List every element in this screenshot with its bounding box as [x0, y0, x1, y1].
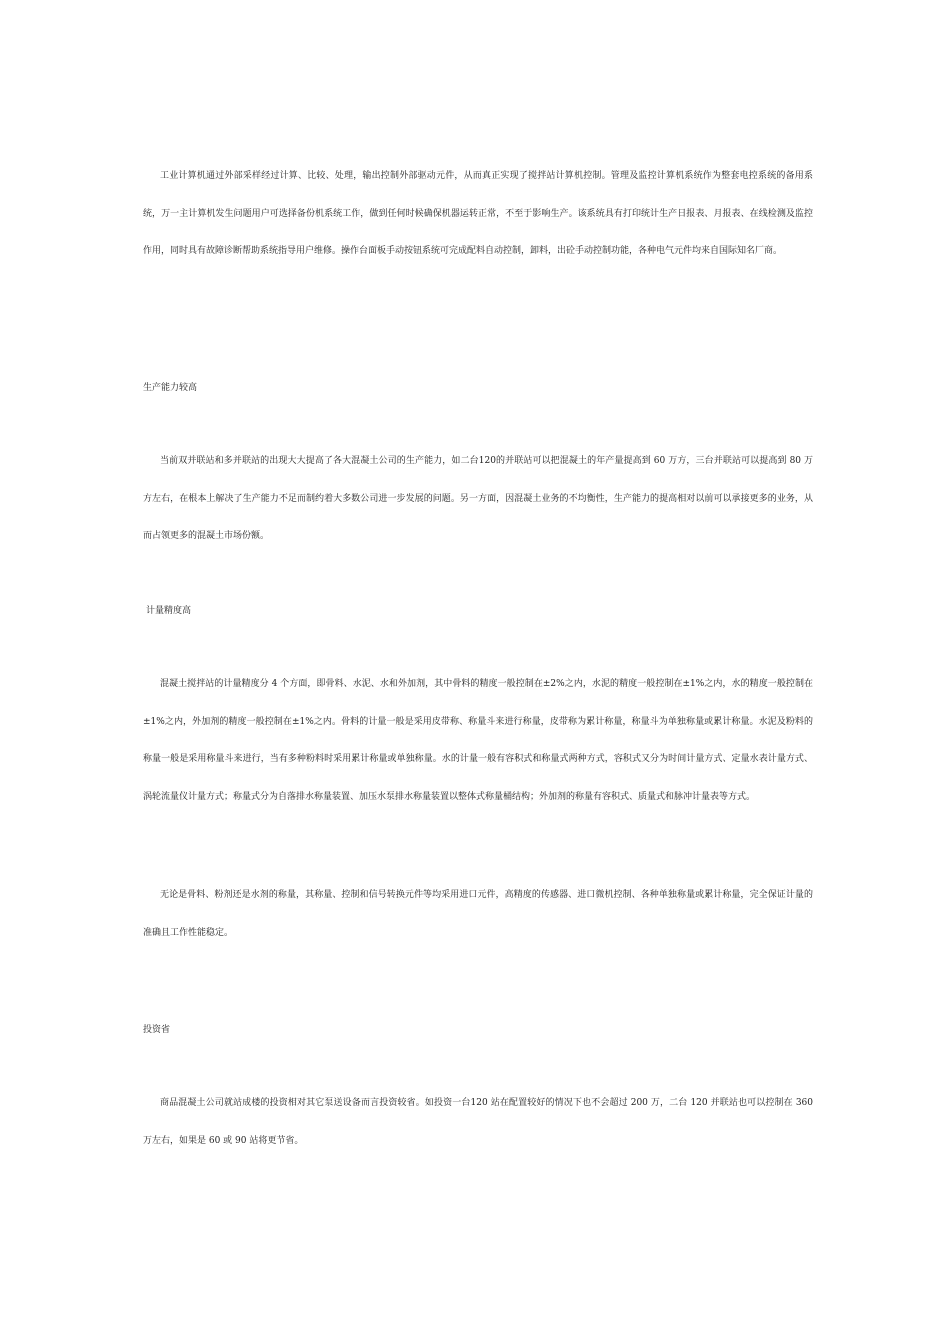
- paragraph-control-system: 工业计算机通过外部采样经过计算、比较、处理，输出控制外部驱动元件，从而真正实现了搅拌站计算机控制。管理及监控计算机系统作为整套电控系统的备用系统，万一主计算机发生问题用户可选择备份机系统工作，做到任何时候确保机器运转正常，不至于影响生产。该系统具有打印统计生产日报表、月报表、在线检测及监控作用，同时具有故障诊断帮助系统指导用户维修。操作台面板手动按钮系统可完成配料自动控制，卸料，出砼手动控制功能，各种电气元件均来自国际知名厂商。: [143, 171, 813, 256]
- paragraph-production-capacity: 当前双并联站和多并联站的出现大大提高了各大混凝土公司的生产能力，如二台120的并联站可以把混凝土的年产量提高到 60 万方，三台并联站可以提高到 80 万方左右，在根本上解决了生产能力不足而制约着大多数公司进一步发展的问题。另一方面，因混凝土业务的不均衡性，生产能力的提高相对以前可以承接更多的业务，从而占领更多的混凝土市场份额。: [143, 456, 813, 541]
- paragraph-metering-components: 无论是骨料、粉剂还是水剂的称量，其称量、控制和信号转换元件等均采用进口元件，高精度的传感器、进口微机控制、各种单独称量或累计称量，完全保证计量的准确且工作性能稳定。: [143, 890, 813, 938]
- heading-investment-savings: 投资省: [143, 1025, 171, 1035]
- heading-metering-accuracy: 计量精度高: [146, 606, 192, 616]
- heading-production-capacity: 生产能力较高: [143, 383, 198, 393]
- paragraph-metering-accuracy: 混凝土搅拌站的计量精度分 4 个方面，即骨料、水泥、水和外加剂，其中骨料的精度一般控制在±2%之内，水泥的精度一般控制在±1%之内，水的精度一般控制在±1%之内，外加剂的精度一般控制在±1%之内。骨料的计量一般是采用皮带称、称量斗来进行称量，皮带称为累计称量，称量斗为单独称量或累计称量。水泥及粉料的称量一般是采用称量斗来进行，当有多种粉料时采用累计称量或单独称量。水的计量一般有容积式和称量式两种方式，容积式又分为时间计量方式、定量水表计量方式、涡轮流量仪计量方式；称量式分为自落排水称量装置、加压水泵排水称量装置以整体式称量桶结构；外加剂的称量有容积式、质量式和脉冲计量表等方式。: [143, 679, 813, 802]
- paragraph-investment-savings: 商品混凝土公司就站成楼的投资相对其它泵送设备而言投资较省。如投资一台120 站在配置较好的情况下也不会超过 200 万，二台 120 并联站也可以控制在 360 万左右，如果是 60 或 90 站将更节省。: [143, 1098, 813, 1146]
